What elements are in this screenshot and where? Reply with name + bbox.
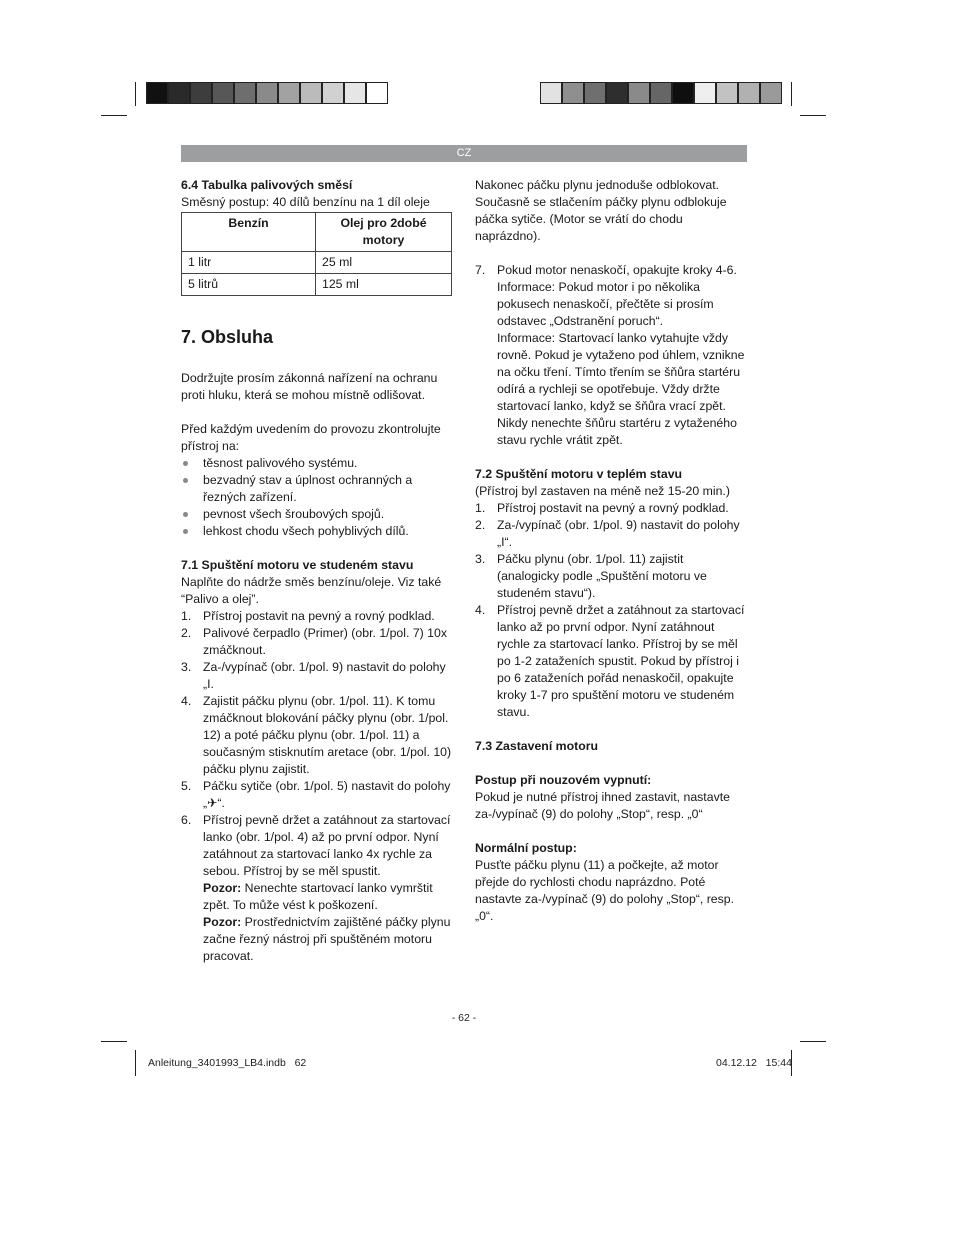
color-swatch <box>540 82 562 104</box>
language-header: CZ <box>181 145 747 162</box>
choke-icon: ✈ <box>207 796 218 810</box>
list-item: 1. Přístroj postavit na pevný a rovný podklad. <box>181 609 435 623</box>
list-item: 4. Zajistit páčku plynu (obr. 1/pol. 11). K tomu zmáčknout blokování páčky plynu (obr. 1/pol. 12) a poté páčku plynu (obr. 1/pol. 11) a současným stisknutím aretace (obr. 1/pol. 10) páčku plynu zajistit. <box>181 694 452 776</box>
color-swatch <box>256 82 278 104</box>
page-number: - 62 - <box>451 1012 477 1024</box>
paragraph: Naplňte do nádrže směs benzínu/oleje. Viz také “Palivo a olej”. <box>181 575 442 606</box>
step-list <box>475 500 747 721</box>
right-column <box>475 177 747 925</box>
list-item: 7. Pokud motor nenaskočí, opakujte kroky 4-6. Informace: Pokud motor i po několika pokusech nenaskočí, přečtěte si prosím odstavec „Odstranění poruch“. Informace: Startovací lanko vytahujte vždy rovně. Pokud je vytaženo pod úhlem, vznikne na očku tření. Tímto třením se šňůra startéru odírá a rychleji se opotřebuje. Vždy držte startovací lanko, když se šňůra vrací zpět. Nikdy nenechte šňůru startéru z vytaženého stavu rychle vrátit zpět. <box>475 263 745 447</box>
section-title: 7.3 Zastavení motoru <box>475 739 599 753</box>
table-cell: 5 litrů <box>182 274 316 296</box>
paragraph: Dodržujte prosím zákonná nařízení na ochranu proti hluku, která se mohou místně odlišovat. <box>181 371 438 402</box>
paragraph: Pokud je nutné přístroj ihned zastavit, nastavte za-/vypínač (9) do polohy „Stop“, resp. „0“ <box>475 790 730 821</box>
list-item: bezvadný stav a úplnost ochranných a řezných zařízení. <box>181 472 456 506</box>
color-swatch <box>584 82 606 104</box>
list-item: 2. Za-/vypínač (obr. 1/pol. 9) nastavit do polohy „I“. <box>475 518 740 549</box>
list-item: 3. Páčku plynu (obr. 1/pol. 11) zajistit (analogicky podle „Spuštění motoru ve studeném stavu“). <box>475 552 707 600</box>
list-item: 3. Za-/vypínač (obr. 1/pol. 9) nastavit do polohy „I. <box>181 660 446 691</box>
color-swatch <box>168 82 190 104</box>
color-swatch <box>344 82 366 104</box>
paragraph: Nakonec páčku plynu jednoduše odblokovat. Současně se stlačením páčky plynu odblokuje páčka sytiče. (Motor se vrátí do chodu naprázdno). <box>475 178 727 243</box>
table-cell: 25 ml <box>316 252 452 274</box>
list-item: 5. Páčku sytiče (obr. 1/pol. 5) nastavit do polohy „✈“. <box>181 779 451 810</box>
color-swatch <box>212 82 234 104</box>
crop-mark <box>101 1041 127 1042</box>
color-swatch <box>760 82 782 104</box>
list-item: těsnost palivového systému. <box>181 455 456 472</box>
crop-mark <box>101 115 127 116</box>
list-item: 4. Přístroj pevně držet a zatáhnout za startovací lanko až po první odpor. Nyní zatáhnout rychle za startovací lanko. Přístroj by se měl po 1-2 zataženích spustit. Pokud by přístroj i po 6 zataženích pořád nenaskočil, opakujte kroky 1-7 pro spuštění motoru ve studeném stavu. <box>475 603 745 719</box>
section-title: 6.4 Tabulka palivových směsí <box>181 178 353 192</box>
chapter-title: 7. Obsluha <box>181 327 274 347</box>
paragraph: Pusťte páčku plynu (11) a počkejte, až motor přejde do rychlosti chodu naprázdno. Poté nastavte za-/vypínač (9) do polohy „Stop“, resp. „0“. <box>475 858 735 923</box>
step-list <box>475 262 747 449</box>
subsection-title: Postup při nouzovém vypnutí: <box>475 773 652 787</box>
color-swatch <box>716 82 738 104</box>
check-list <box>181 455 456 540</box>
table-row <box>182 252 452 274</box>
crop-mark <box>800 115 826 116</box>
crop-mark <box>135 1050 136 1076</box>
step-list <box>181 608 456 965</box>
section-title: 7.2 Spuštění motoru v teplém stavu <box>475 467 683 481</box>
file-name: Anleitung_3401993_LB4.indb 62 <box>148 1057 307 1069</box>
color-swatch <box>562 82 584 104</box>
color-swatch <box>628 82 650 104</box>
table-header: Olej pro 2dobé motory <box>316 213 452 252</box>
color-swatch <box>190 82 212 104</box>
color-swatch <box>146 82 168 104</box>
color-swatch <box>278 82 300 104</box>
table-row <box>182 274 452 296</box>
table-cell: 125 ml <box>316 274 452 296</box>
list-item: 6. Přístroj pevně držet a zatáhnout za startovací lanko (obr. 1/pol. 4) až po první odpor. Nyní zatáhnout za startovací lanko 4x rychle za sebou. Přístroj by se měl spustit. Pozor: Nenechte startovací lanko vymrštit zpět. To může vést k poškození. Pozor: Prostřednictvím zajištěné páčky plynu začne řezný nástroj při spuštěném motoru pracovat. <box>181 813 451 963</box>
table-cell: 1 litr <box>182 252 316 274</box>
paragraph: Před každým uvedením do provozu zkontrolujte přístroj na: <box>181 422 441 453</box>
color-swatch <box>234 82 256 104</box>
subsection-title: Normální postup: <box>475 841 577 855</box>
crop-mark <box>135 82 136 106</box>
color-swatch <box>322 82 344 104</box>
list-item: 2. Palivové čerpadlo (Primer) (obr. 1/pol. 7) 10x zmáčknout. <box>181 626 447 657</box>
table-header: Benzín <box>182 213 316 252</box>
paragraph: (Přístroj byl zastaven na méně než 15-20 min.) <box>475 484 730 498</box>
color-swatch <box>694 82 716 104</box>
section-title: 7.1 Spuštění motoru ve studeném stavu <box>181 558 414 572</box>
timestamp: 04.12.12 15:44 <box>716 1057 792 1069</box>
left-column <box>181 177 456 965</box>
mix-ratio: Směsný postup: 40 dílů benzínu na 1 díl oleje <box>181 195 430 209</box>
color-swatch <box>300 82 322 104</box>
list-item: lehkost chodu všech pohyblivých dílů. <box>181 523 456 540</box>
color-swatch <box>672 82 694 104</box>
list-item: pevnost všech šroubových spojů. <box>181 506 456 523</box>
color-swatch <box>606 82 628 104</box>
color-swatch <box>366 82 388 104</box>
list-item: 1. Přístroj postavit na pevný a rovný podklad. <box>475 501 729 515</box>
crop-mark <box>791 82 792 106</box>
crop-mark <box>800 1041 826 1042</box>
fuel-table <box>181 212 452 296</box>
color-swatch <box>738 82 760 104</box>
color-swatch <box>650 82 672 104</box>
